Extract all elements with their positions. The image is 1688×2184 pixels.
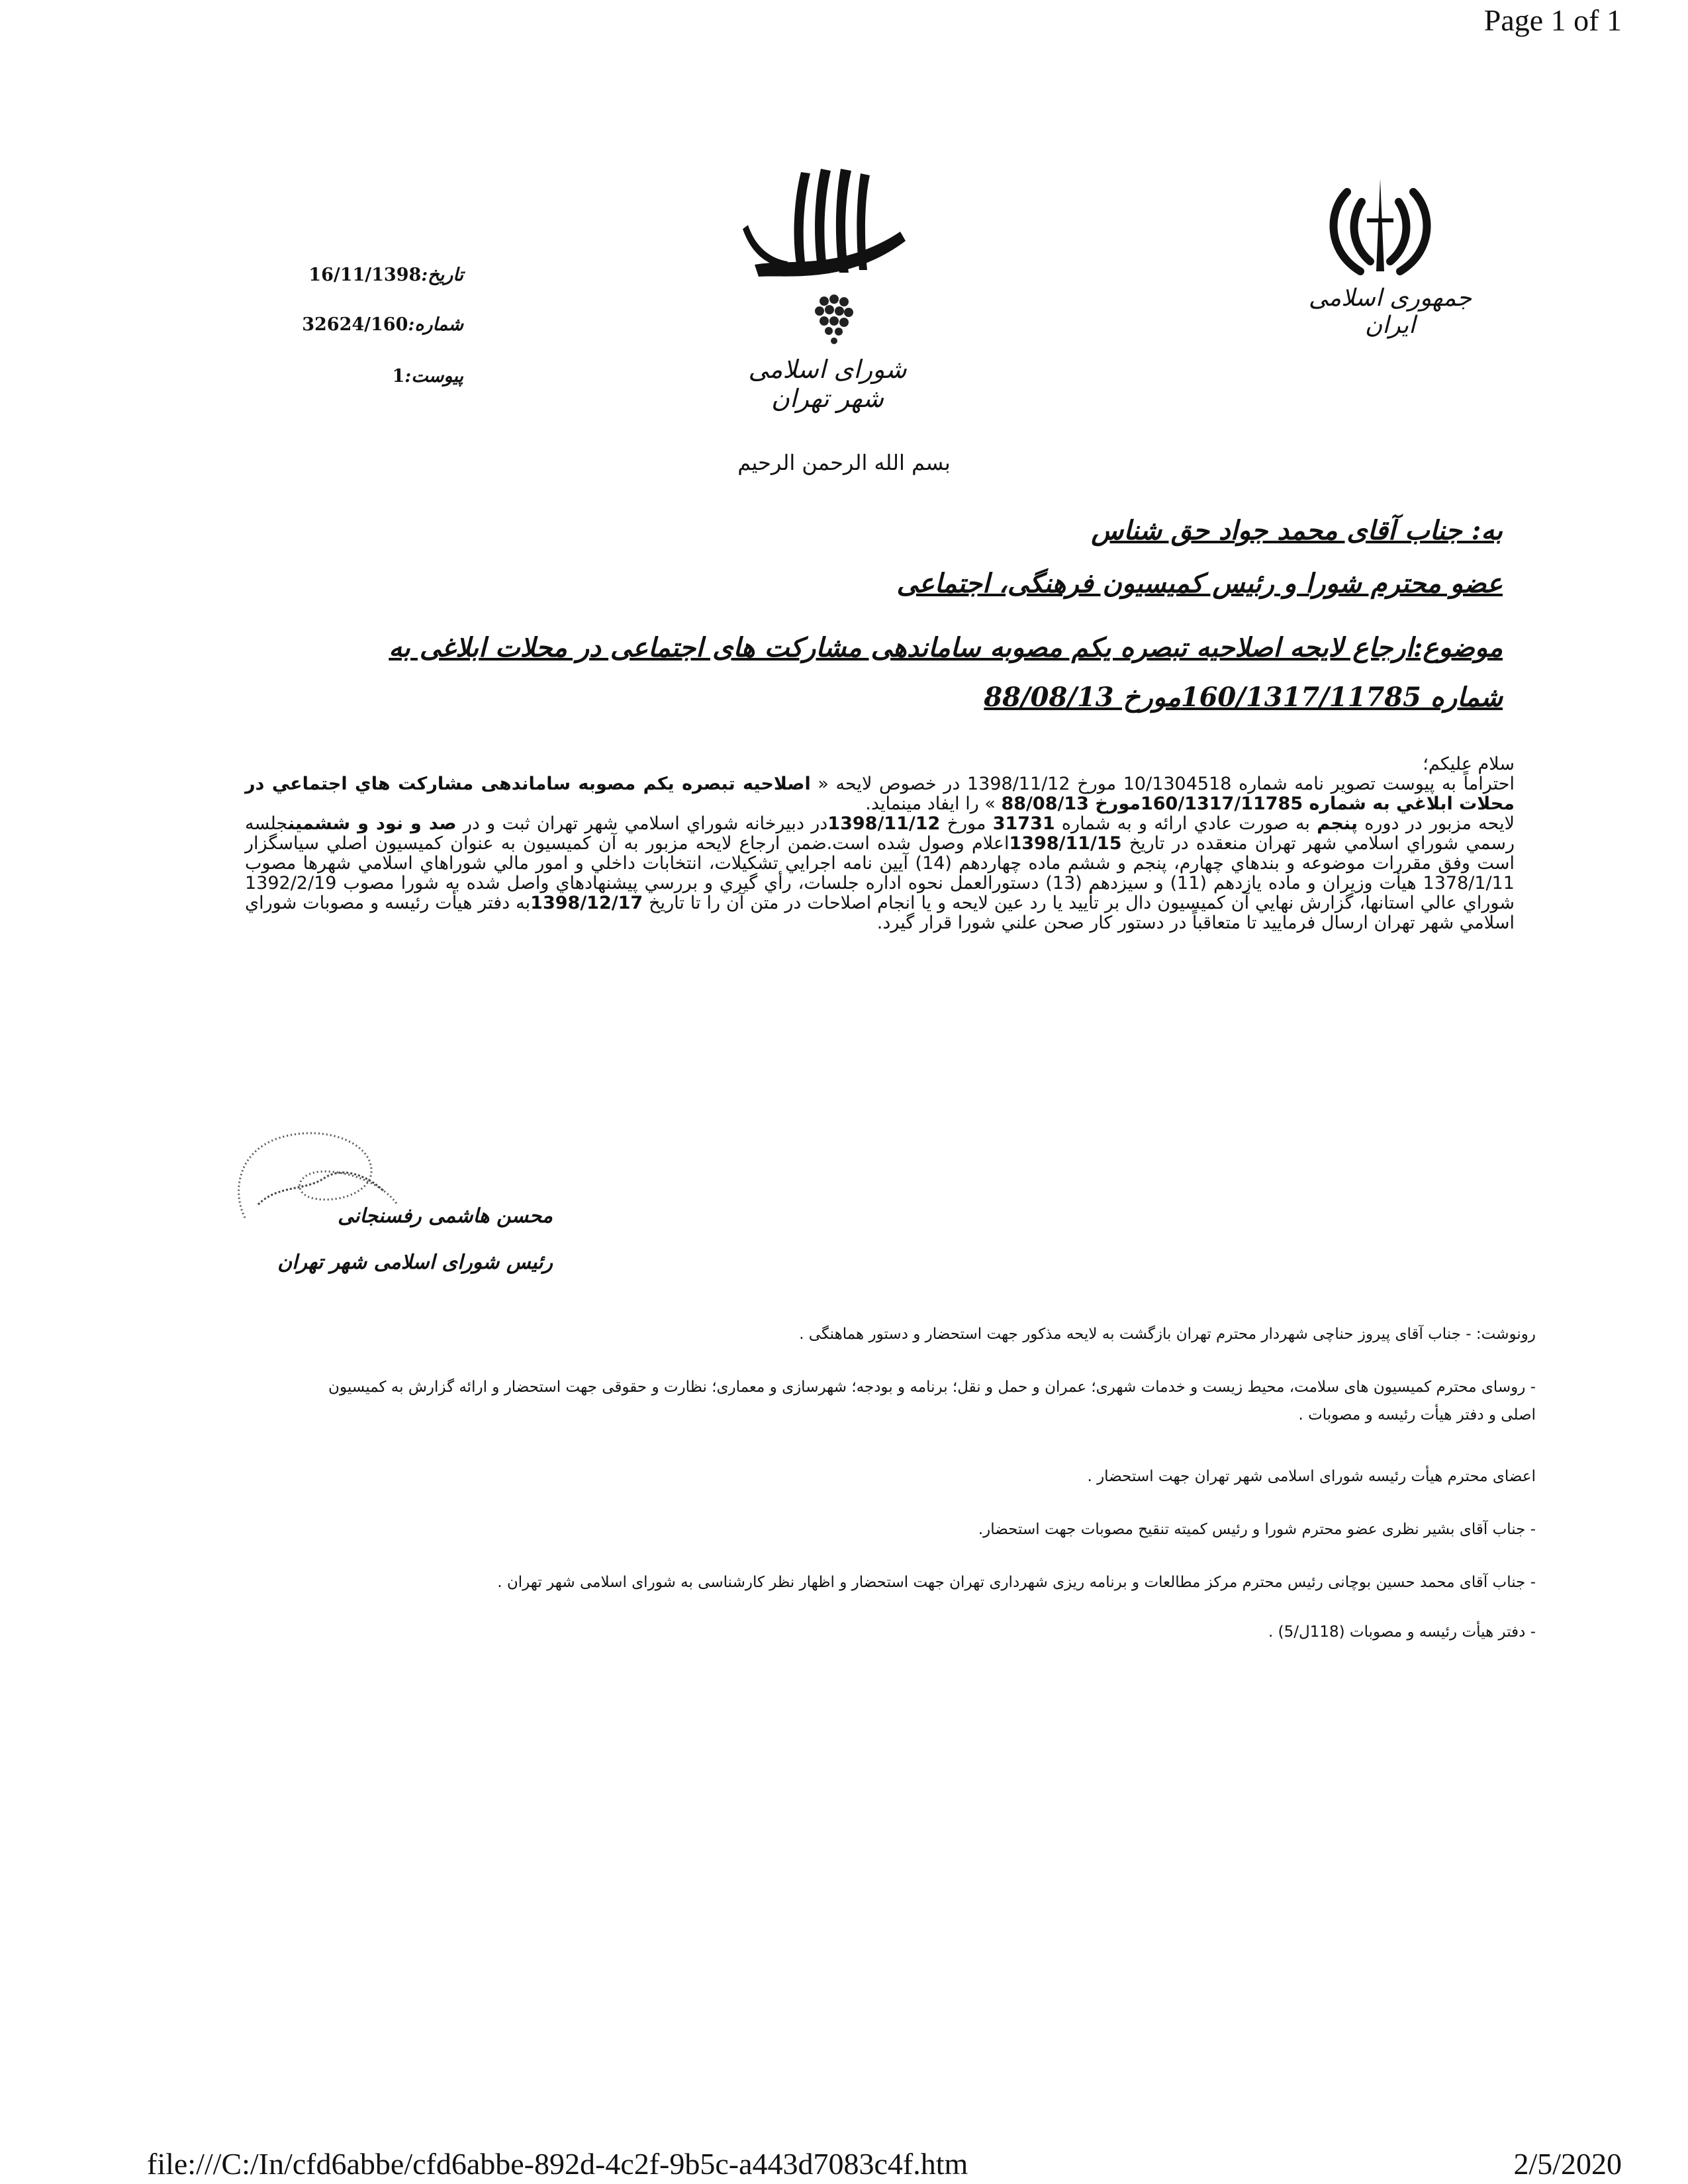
- page-counter: Page 1 of 1: [1483, 3, 1622, 37]
- council-logo: [728, 159, 927, 413]
- footer-date: 2/5/2020: [1513, 2147, 1622, 2181]
- paragraph-2: [245, 814, 1515, 933]
- cc-line-3: اعضای محترم هیأت رئیسه شورای اسلامی شهر تهران جهت استحضار .: [1087, 1468, 1536, 1485]
- para2-text: به صورت عادي ارائه و به شماره: [1055, 813, 1317, 834]
- signer-title: رئیس شورای اسلامی شهر تهران: [277, 1251, 553, 1274]
- para2-text: به دفتر هیأت رئیسه و مصوبات شوراي اسلامي شهر تهران ارسال فرمایید تا متعاقباً در دستور کار صحن علني شورا قرار گیرد.: [245, 893, 1515, 933]
- para2-bold: 1398/12/17: [530, 893, 643, 913]
- para1-text-end: » را ایفاد مینماید.: [865, 794, 1002, 814]
- subject-line-2: شماره 160/1317/11785مورخ 88/08/13: [984, 682, 1503, 713]
- recipient-name: به: جناب آقای محمد جواد حق شناس: [1091, 515, 1503, 546]
- signer-name: محسن هاشمی رفسنجانی: [338, 1205, 553, 1228]
- cc-line-6: - دفتر هیأت رئیسه و مصوبات (118ل/5) .: [1268, 1623, 1536, 1641]
- letter-body: [245, 754, 1515, 933]
- para2-text: اعلام وصول شده است.ضمن ارجاع لایحه مزبور به آن کمیسیون به عنوان کمیسیون اصلي سیاسگزار است وفق مقررات موضوعه و بندهاي چهارم، پنجم و ششم ماده چهاردهم (14) آیین نامه اجرایي تشکیلات، انتخابات داخلي و امور مالي شوراهاي اسلامي شهرها مصوب 1378/1/11 هیأت وزیران و ماده یازدهم (11) و سیزدهم (13) دستورالعمل نحوه اداره جلسات، رأي گیري و بررسي پیشنهادهاي واصل شده به شورا مصوب 1392/2/19 شوراي عالي استانها، گزارش نهایي آن کمیسیون دال بر تأیید یا رد عین لایحه و یا انجام اصلاحات در متن آن را تا تاریخ: [245, 833, 1515, 913]
- para2-bold: 1398/11/15: [1009, 833, 1122, 854]
- para1-bold: اصلاحیه تبصره یکم مصوبه ساماندهی مشارکت هاي اجتماعي در محلات ابلاغي به شماره 160/1317/11785مورخ 88/08/13: [245, 774, 1515, 814]
- attachment-value: 1: [392, 366, 405, 387]
- footer-file-url: file:///C:/In/cfd6abbe/cfd6abbe-892d-4c2f-9b5c-a443d7083c4f.htm: [147, 2147, 968, 2181]
- para2-bold: پنجم: [1317, 813, 1358, 834]
- letter-attachment: [265, 366, 463, 387]
- council-emblem-icon: [728, 159, 927, 357]
- para2-bold: 31731: [992, 813, 1055, 834]
- greeting: سلام علیکم؛: [1423, 754, 1515, 774]
- cc-line-1: رونوشت: - جناب آقای پیروز حناچی شهردار محترم تهران بازگشت به لایحه مذکور جهت استحضار و دستور هماهنگی .: [799, 1326, 1536, 1343]
- republic-logo: [1281, 172, 1499, 371]
- para2-text: لایحه مزبور در دوره: [1358, 813, 1515, 834]
- para2-bold: صد و نود و ششمین: [287, 813, 457, 834]
- subject-line-1: موضوع:ارجاع لایحه اصلاحیه تبصره یکم مصوبه ساماندهی مشارکت های اجتماعی در محلات ابلاغی به: [389, 632, 1503, 663]
- number-label: شماره:: [408, 314, 463, 335]
- recipient-title: عضو محترم شورا و رئیس کمیسیون فرهنگی، اجتماعی: [896, 568, 1503, 599]
- letter-date: [265, 265, 463, 285]
- para2-text: در دبیرخانه شوراي اسلامي شهر تهران ثبت و در: [456, 813, 828, 834]
- para2-text: مورخ: [940, 813, 993, 834]
- number-value: 32624/160: [302, 314, 408, 335]
- para2-text: جلسه رسمي شوراي اسلامي شهر تهران منعقده در تاریخ: [245, 813, 1515, 854]
- date-value: 16/11/1398: [308, 265, 422, 285]
- cc-line-5: - جناب آقای محمد حسین بوچانی رئیس محترم مرکز مطالعات و برنامه ریزی شهرداری تهران جهت استحضار و اظهار نظر کارشناسی به شورای اسلامی شهر تهران .: [497, 1574, 1536, 1591]
- para1-text: احتراماً به پیوست تصویر نامه شماره 10/1304518 مورخ 1398/11/12 در خصوص لایحه «: [810, 774, 1515, 794]
- republic-name: جمهوری اسلامی ایران: [1308, 285, 1472, 339]
- attachment-label: پیوست:: [404, 366, 463, 387]
- paragraph-1: [245, 774, 1515, 814]
- date-label: تاریخ:: [421, 265, 463, 285]
- cc-line-4: - جناب آقای بشیر نظری عضو محترم شورا و رئیس کمیته تنقیح مصوبات جهت استحضار.: [978, 1521, 1536, 1538]
- bismillah: بسم الله الرحمن الرحیم: [737, 450, 951, 475]
- para2-bold: 1398/11/12: [827, 813, 941, 834]
- council-name: شورای اسلامی شهر تهران: [748, 355, 907, 413]
- cc-line-2: - روسای محترم کمیسیون های سلامت، محیط زیست و خدمات شهری؛ عمران و حمل و نقل؛ برنامه و بودجه؛ شهرسازی و معماری؛ نظارت و حقوقی جهت استحضار و ارائه گزارش به کمیسیون اصلی و دفتر هیأت رئیسه و مصوبات .: [328, 1379, 1536, 1424]
- letter-number: [265, 314, 463, 335]
- republic-emblem-icon: [1321, 172, 1440, 285]
